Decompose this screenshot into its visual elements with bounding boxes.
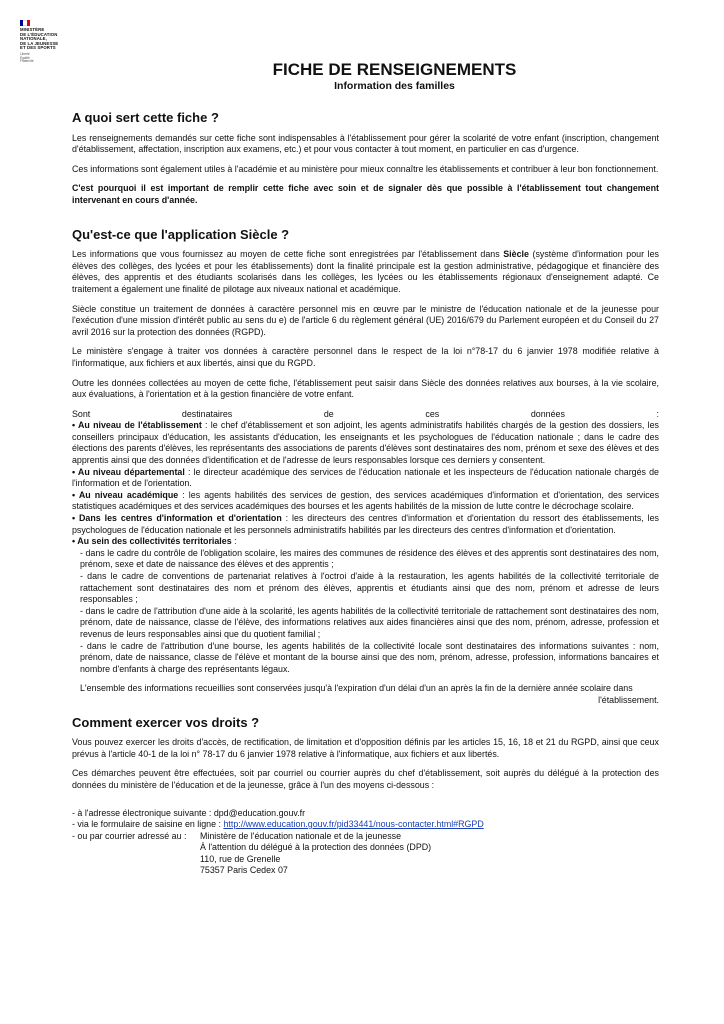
section2-heading: Qu'est-ce que l'application Siècle ? [72,226,290,242]
section3-paragraph: Ces démarches peuvent être effectuées, soit par courriel ou courrier auprès du chef d'établissement, soit auprès du délégué à la protection des données du ministère de l'éducation et de la jeunesse, grâce à l'un des moyens ci-dessous : [72,768,659,790]
recipient-item: • Au niveau académique : les agents habilités des services de gestion, des services académiques d'information et d'orientation, des services statistiques académiques et des services académiques des bourses et les agents habilités de la mission de lutte contre le décrochage scolaire. [72,489,660,512]
page-subtitle: Information des familles [334,80,455,92]
recipient-item: • Dans les centres d'information et d'orientation : les directeurs des centres d'information et d'orientation du ressort des établissements, les psychologues de l'éducation nationale et les personnels administratifs habilités par les directeurs des centres d'information et d'orientation. [72,513,659,535]
flag-icon [20,20,30,26]
section2-paragraph: Le ministère s'engage à traiter vos données à caractère personnel dans le respect de la loi n°78-17 du 6 janvier 1978 modifiée relative à l'informatique, aux fichiers et aux libertés, ainsi que du RGPD. [72,346,659,368]
collectivity-detail: - dans le cadre de l'attribution d'une bourse, les agents habilités de la collectivité locale sont destinataires des informations suivantes : nom, prénom, date de naissance, classe de l'élève et montant de la bourse ainsi que des nom, prénom, adresse, profession, informations bancaires et nombre d'enfants à charge des représentants légaux. [80,640,659,674]
retention-text-end: l'établissement. [598,694,659,705]
collectivity-detail: - dans le cadre de l'attribution d'une aide à la scolarité, les agents habilités de la collectivité territoriale de rattachement sont destinataires des nom, prénom, date de naissance, classe de l'élève, des informations relatives aux aides financières ainsi que des nom, prénom, adresse, profession et revenus de leurs responsables ainsi que du quotient familial ; [80,605,659,639]
section1-important: C'est pourquoi il est important de remplir cette fiche avec soin et de signaler dès que possible à l'établissement tout changement intervenant en cours d'année. [72,183,659,205]
address-line: À l'attention du délégué à la protection des données (DPD) [200,842,432,853]
address-line: 75357 Paris Cedex 07 [200,864,288,875]
section2-paragraph: Les informations que vous fournissez au moyen de cette fiche sont enregistrées par l'établissement dans Siècle (système d'information pour les élèves des collèges, des lycées et pour les établissements) dont la finalité principale est la gestion administrative, pédagogique et financière des élèves, des apprentis et des étudiants scolarisés dans les collèges, les lycées ou les établissements régionaux d'enseignement adapté. Ce traitement a également une finalité de pilotage aux niveaux national et académique. [72,249,659,294]
collectivity-detail: - dans le cadre de conventions de partenariat relatives à l'octroi d'aide à la restauration, les agents habilités de la collectivité territoriale de rattachement sont destinataires des nom et prénom des élèves, apprentis et étudiants ainsi que des nom, prénom et adresse de leurs responsables ; [80,571,659,605]
contact-form: - via le formulaire de saisine en ligne : http://www.education.gouv.fr/pid33441/nous-contacter.html#RGPD [72,819,484,830]
main-content [72,112,659,876]
section1-heading: A quoi sert cette fiche ? [72,110,219,125]
recipients-intro: Sont destinataires de ces données : [72,408,659,419]
section1-paragraph: Ces informations sont également utiles à l'académie et au ministère pour mieux connaître les établissements et contribuer à leur bon fonctionnement. [72,163,659,174]
page-title: FICHE DE RENSEIGNEMENTS [272,60,517,79]
section3-paragraph: Vous pouvez exercer les droits d'accès, de rectification, de limitation et d'opposition définis par les articles 15, 16, 18 et 21 du RGPD, ainsi que ceux prévus à l'article 40-1 de la loi n° 78-17 du 6 janvier 1978 relative à l'informatique, aux fichiers et aux libertés. [72,737,659,759]
address-line: 110, rue de Grenelle [200,853,281,864]
section2-paragraph: Outre les données collectées au moyen de cette fiche, l'établissement peut saisir dans Siècle des données relatives aux bourses, à la vie scolaire, aux évaluations, à l'orientation et à la gestion financière de votre enfant. [72,377,659,400]
postal-contact [72,831,659,877]
contact-email: - à l'adresse électronique suivante : dpd@education.gouv.fr [72,807,306,818]
contact-form-link[interactable]: http://www.education.gouv.fr/pid33441/nous-contacter.html#RGPD [223,819,484,830]
logo-motto: Liberté Égalité Fraternité [20,51,34,64]
recipient-item: • Au niveau départemental : le directeur académique des services de l'éducation nationale et les inspecteurs de l'éducation nationale chargés de l'information et de l'orientation. [72,466,659,489]
ministry-logo [20,20,80,64]
section2-paragraph: Siècle constitue un traitement de données à caractère personnel mis en œuvre par le ministre de l'éducation nationale et de la jeunesse pour l'exécution d'une mission d'intérêt public au sens du e) de l'article 6 du règlement général (UE) 2016/679 du Parlement européen et du Conseil du 27 avril 2016 sur la protection des données (RGPD). [72,303,659,337]
section3-heading: Comment exercer vos droits ? [72,714,260,730]
recipient-item: • Au sein des collectivités territoriales : [72,536,237,547]
section1-paragraph: Les renseignements demandés sur cette fiche sont indispensables à l'établissement pour gérer la scolarité de votre enfant (inscription, changement d'établissement, affectation, inscription aux examens, etc.) et pour vous contacter à tout moment, en particulier en cas d'urgence. [72,132,659,155]
email-address[interactable]: dpd@education.gouv.fr [213,807,306,818]
logo-text: MINISTÈRE DE L'ÉDUCATION NATIONALE, DE LA JEUNESSE ET DES SPORTS [20,27,59,51]
retention-text: L'ensemble des informations recueillies sont conservées jusqu'à l'expiration d'un délai d'un an après la fin de la dernière année scolaire dans [80,683,633,694]
collectivity-detail: - dans le cadre du contrôle de l'obligation scolaire, les maires des communes de résidence des élèves et des apprentis sont destinataires des nom, prénom, sexe et date de naissance des élèves et des apprentis ; [80,547,659,570]
address-line: Ministère de l'éducation nationale et de la jeunesse [200,830,402,841]
contact-mail-label: - ou par courrier adressé au : [72,830,187,841]
recipient-item: • Au niveau de l'établissement : le chef d'établissement et son adjoint, les agents administratifs habilités chargés de la gestion des dossiers, les conseillers principaux d'éducation, les assistants d'éducation, les enseignants et les psychologues de l'éducation nationale ; dans le cadre des élections des parents d'élèves, les représentants des associations de parents d'élèves sont destinataires des nom, prénom et sexe des élèves et des apprentis ainsi que des données d'identification et de l'adresse de leurs responsables lorsque ces derniers y consentent. [72,420,659,466]
